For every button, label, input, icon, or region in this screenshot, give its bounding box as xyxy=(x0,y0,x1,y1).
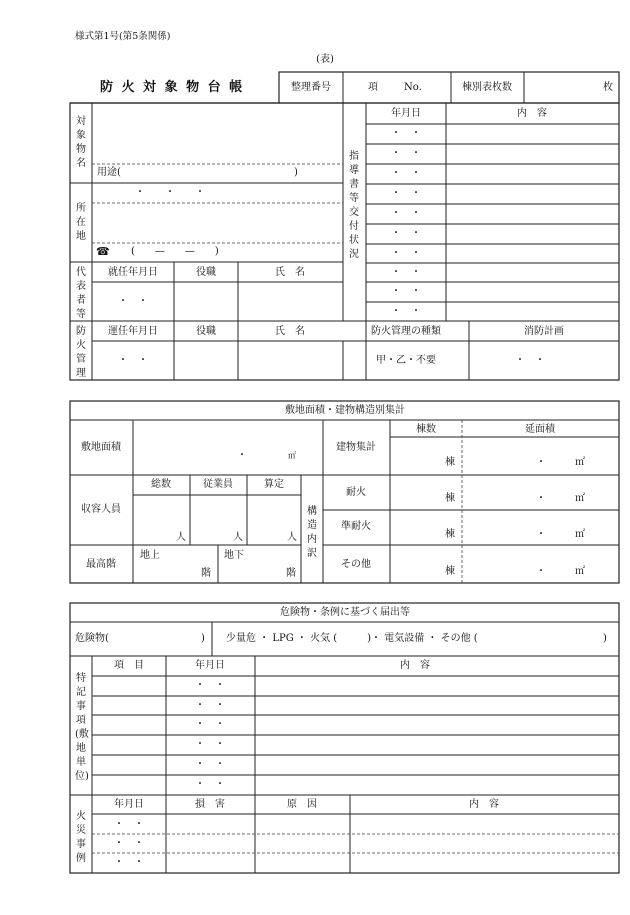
site-area-dot: ・ xyxy=(237,450,247,461)
guidance-row-dots: ・ ・ xyxy=(391,128,421,139)
no-label: No. xyxy=(404,82,422,93)
hazmat-label: 危険物( xyxy=(75,633,109,644)
fire-row-dots: ・ ・ xyxy=(114,838,144,849)
mai-label: 枚 xyxy=(603,82,613,93)
name-header: 氏 名 xyxy=(275,267,305,278)
mgr-position-header: 役職 xyxy=(196,326,216,337)
calc-nin: 人 xyxy=(287,532,297,543)
guidance-date-header: 年月日 xyxy=(391,108,421,119)
semi-tou: 棟 xyxy=(445,529,455,540)
address-dots: ・ ・ ・ xyxy=(135,187,205,198)
notes-row-dots: ・ ・ xyxy=(195,680,225,691)
mgr-date-dots: ・ ・ xyxy=(118,355,148,366)
hazmat-paren-close: ) xyxy=(201,633,205,644)
guidance-row-dots: ・ ・ xyxy=(391,248,421,259)
structure-breakdown-label: 構造内訳 xyxy=(307,506,317,559)
semi-unit: ㎡ xyxy=(575,529,585,540)
use-label: 用途( xyxy=(97,167,121,178)
notes-row-dots: ・ ・ xyxy=(195,700,225,711)
other-paren-close: ) xyxy=(603,633,607,644)
tou-unit: 棟 xyxy=(445,457,455,468)
site-area-unit: ㎡ xyxy=(288,451,296,460)
representative-label: 代表者等 xyxy=(76,267,86,320)
building-total-label: 建物集計 xyxy=(336,442,376,453)
guidance-status-label: 指導書等交付状況 xyxy=(349,151,359,260)
form-number: 様式第1号(第5条関係) xyxy=(75,31,171,42)
sheet-count-label: 棟別表枚数 xyxy=(462,82,512,93)
fireproof-unit: ㎡ xyxy=(575,493,585,504)
notes-row-dots: ・ ・ xyxy=(195,719,225,730)
kou-label: 項 xyxy=(368,82,378,93)
phone-icon: ☎ xyxy=(96,245,110,258)
above-kai: 階 xyxy=(201,568,211,579)
above-ground-label: 地上 xyxy=(140,550,160,561)
fireproof-dot: ・ xyxy=(536,493,546,504)
position-header: 役職 xyxy=(196,267,216,278)
page-title: 防 火 対 象 物 台 帳 xyxy=(100,80,245,95)
cause-header: 原 因 xyxy=(287,799,317,810)
target-name-label: 対象物名 xyxy=(76,116,86,169)
ref-number-label: 整理番号 xyxy=(291,82,331,93)
rep-date-dots: ・ ・ xyxy=(118,296,148,307)
mgr-name-header: 氏 名 xyxy=(275,326,305,337)
fire-row-dots: ・ ・ xyxy=(114,819,144,830)
special-notes-label: 特記事項(敷地単位) xyxy=(75,673,89,782)
floor-dot: ・ xyxy=(536,457,546,468)
mgr-date-header: 運任年月日 xyxy=(108,326,158,337)
guidance-row-dots: ・ ・ xyxy=(391,148,421,159)
guidance-row-dots: ・ ・ xyxy=(391,208,421,219)
guidance-row-dots: ・ ・ xyxy=(391,306,421,317)
below-ground-label: 地下 xyxy=(224,550,244,561)
site-area-label: 敷地面積 xyxy=(81,442,121,453)
notes-date-header: 年月日 xyxy=(195,660,225,671)
other-tou: 棟 xyxy=(445,566,455,577)
fireproof-label: 耐火 xyxy=(346,487,366,498)
section2-title: 敷地面積・建物構造別集計 xyxy=(285,405,405,416)
fire-management-label: 防火管理 xyxy=(76,326,86,379)
section3-title: 危険物・条例に基づく届出等 xyxy=(280,607,410,618)
floor-area-header: 延面積 xyxy=(525,424,555,435)
guidance-row-dots: ・ ・ xyxy=(391,188,421,199)
total-nin: 人 xyxy=(176,532,186,543)
below-kai: 階 xyxy=(286,568,296,579)
appointed-date-header: 就任年月日 xyxy=(108,267,158,278)
total-header: 総数 xyxy=(151,479,171,490)
mgmt-type-header: 防火管理の種類 xyxy=(371,326,441,337)
notifications-line: 少量危 ・ LPG ・ 火気 ( )・ 電気設備 ・ その他 ( xyxy=(226,633,478,644)
mgmt-type-options: 甲・乙・不要 xyxy=(376,355,436,366)
fire-date-header: 年月日 xyxy=(114,799,144,810)
notes-row-dots: ・ ・ xyxy=(195,779,225,790)
employees-nin: 人 xyxy=(233,532,243,543)
phone-format: ( — — ) xyxy=(131,246,219,257)
floor-unit: ㎡ xyxy=(575,457,585,468)
guidance-row-dots: ・ ・ xyxy=(391,267,421,278)
semi-fireproof-label: 準耐火 xyxy=(341,521,371,532)
capacity-label: 収容人員 xyxy=(81,504,121,515)
other-unit: ㎡ xyxy=(575,566,585,577)
guidance-row-dots: ・ ・ xyxy=(391,228,421,239)
other-structure-label: その他 xyxy=(341,559,371,570)
other-dot: ・ xyxy=(536,566,546,577)
guidance-row-dots: ・ ・ xyxy=(391,286,421,297)
guidance-content-header: 内 容 xyxy=(517,108,547,119)
fire-plan-header: 消防計画 xyxy=(524,326,564,337)
notes-content-header: 内 容 xyxy=(400,660,430,671)
fire-plan-dots: ・ ・ xyxy=(515,355,545,366)
fireproof-tou: 棟 xyxy=(445,493,455,504)
damage-header: 損 害 xyxy=(195,799,225,810)
employees-header: 従業員 xyxy=(203,479,233,490)
notes-row-dots: ・ ・ xyxy=(195,739,225,750)
side-label: (表) xyxy=(316,54,334,65)
notes-row-dots: ・ ・ xyxy=(195,759,225,770)
top-floor-label: 最高階 xyxy=(86,559,116,570)
use-paren-close: ) xyxy=(294,167,298,178)
fire-cases-label: 火災事例 xyxy=(76,811,86,864)
semi-dot: ・ xyxy=(536,529,546,540)
calc-header: 算定 xyxy=(264,479,284,490)
fire-content-header: 内 容 xyxy=(469,799,499,810)
location-label: 所在地 xyxy=(76,203,86,242)
building-count-header: 棟数 xyxy=(416,424,436,435)
fire-row-dots: ・ ・ xyxy=(114,857,144,868)
guidance-row-dots: ・ ・ xyxy=(391,168,421,179)
item-header: 項 目 xyxy=(114,660,144,671)
